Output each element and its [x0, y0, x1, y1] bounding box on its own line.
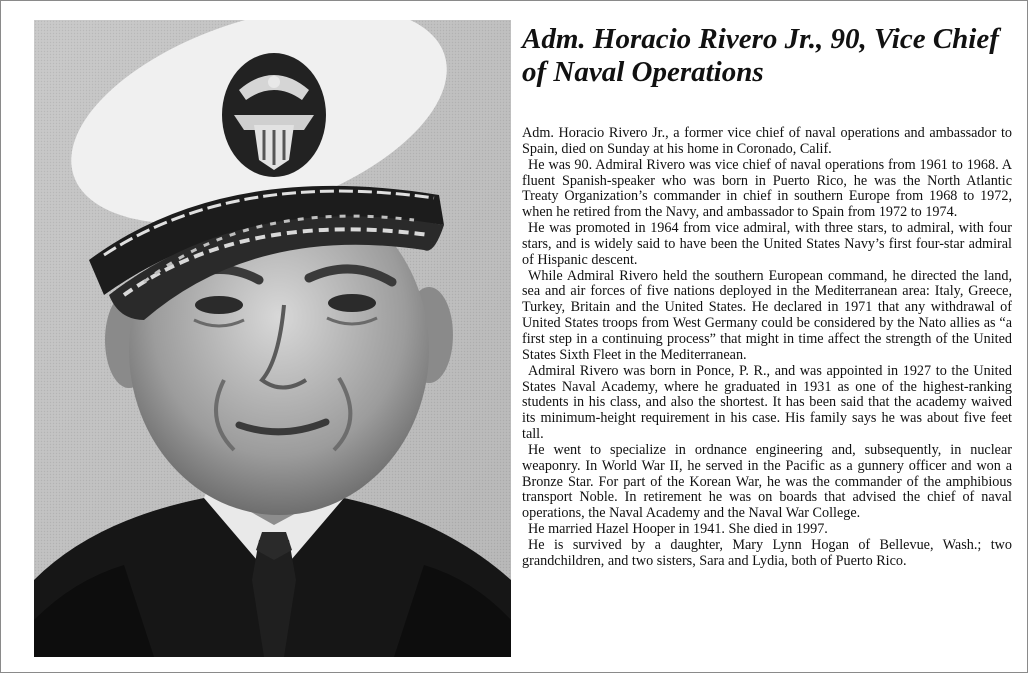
article-paragraph: Adm. Horacio Rivero Jr., a former vice chief of naval operations and ambassador to Spain, died on Sunday at his home in Coronado, Calif. — [522, 125, 1012, 157]
article-body — [522, 126, 1012, 570]
article-paragraph: He is survived by a daughter, Mary Lynn Hogan of Bellevue, Wash.; two grandchildren, and two sisters, Sara and Lydia, both of Puerto Rico. — [522, 536, 1012, 569]
article-paragraph: While Admiral Rivero held the southern European command, he directed the land, sea and air forces of five nations deployed in the Mediterranean area: Italy, Greece, Turkey, Britain and the United States. He declared in 1971 that any withdrawal of United States troops from West Germany could be considered by the Nato allies as “a first step in a continuing process” that might in time affect the strength of the United States Sixth Fleet in the Mediterranean. — [522, 267, 1012, 363]
admiral-portrait-illustration — [34, 20, 511, 657]
portrait-photo — [34, 20, 511, 657]
article-paragraph: Admiral Rivero was born in Ponce, P. R., and was appointed in 1927 to the United States Naval Academy, where he graduated in 1931 as one of the highest-ranking students in his class, and also the shortest. It has been said that the academy waived its minimum-height requirement in his case. His family says he was about five feet tall. — [522, 362, 1012, 443]
article-paragraph: He married Hazel Hooper in 1941. She died in 1997. — [528, 521, 828, 538]
article-paragraph: He was promoted in 1964 from vice admiral, with three stars, to admiral, with four stars, and is widely said to have been the United States Navy’s first four-star admiral of Hispanic descent. — [522, 220, 1012, 268]
article-paragraph: He was 90. Admiral Rivero was vice chief of naval operations from 1961 to 1968. A fluent Spanish-speaker who was born in Puerto Rico, he was the North Atlantic Treaty Organization’s commander in chief in southern Europe from 1968 to 1972, when he retired from the Navy, and ambassador to Spain from 1972 to 1974. — [522, 156, 1012, 221]
article-paragraph: He went to specialize in ordnance engineering and, subsequently, in nuclear weaponry. In World War II, he served in the Pacific as a gunnery officer and won a Bronze Star. For part of the Korean War, he was the commander of the amphibious transport Noble. In retirement he was on boards that advised the chief of naval operations, the Naval Academy and the Naval War College. — [522, 441, 1012, 522]
article-headline: Adm. Horacio Rivero Jr., 90, Vice Chief of Naval Operations — [522, 23, 999, 88]
